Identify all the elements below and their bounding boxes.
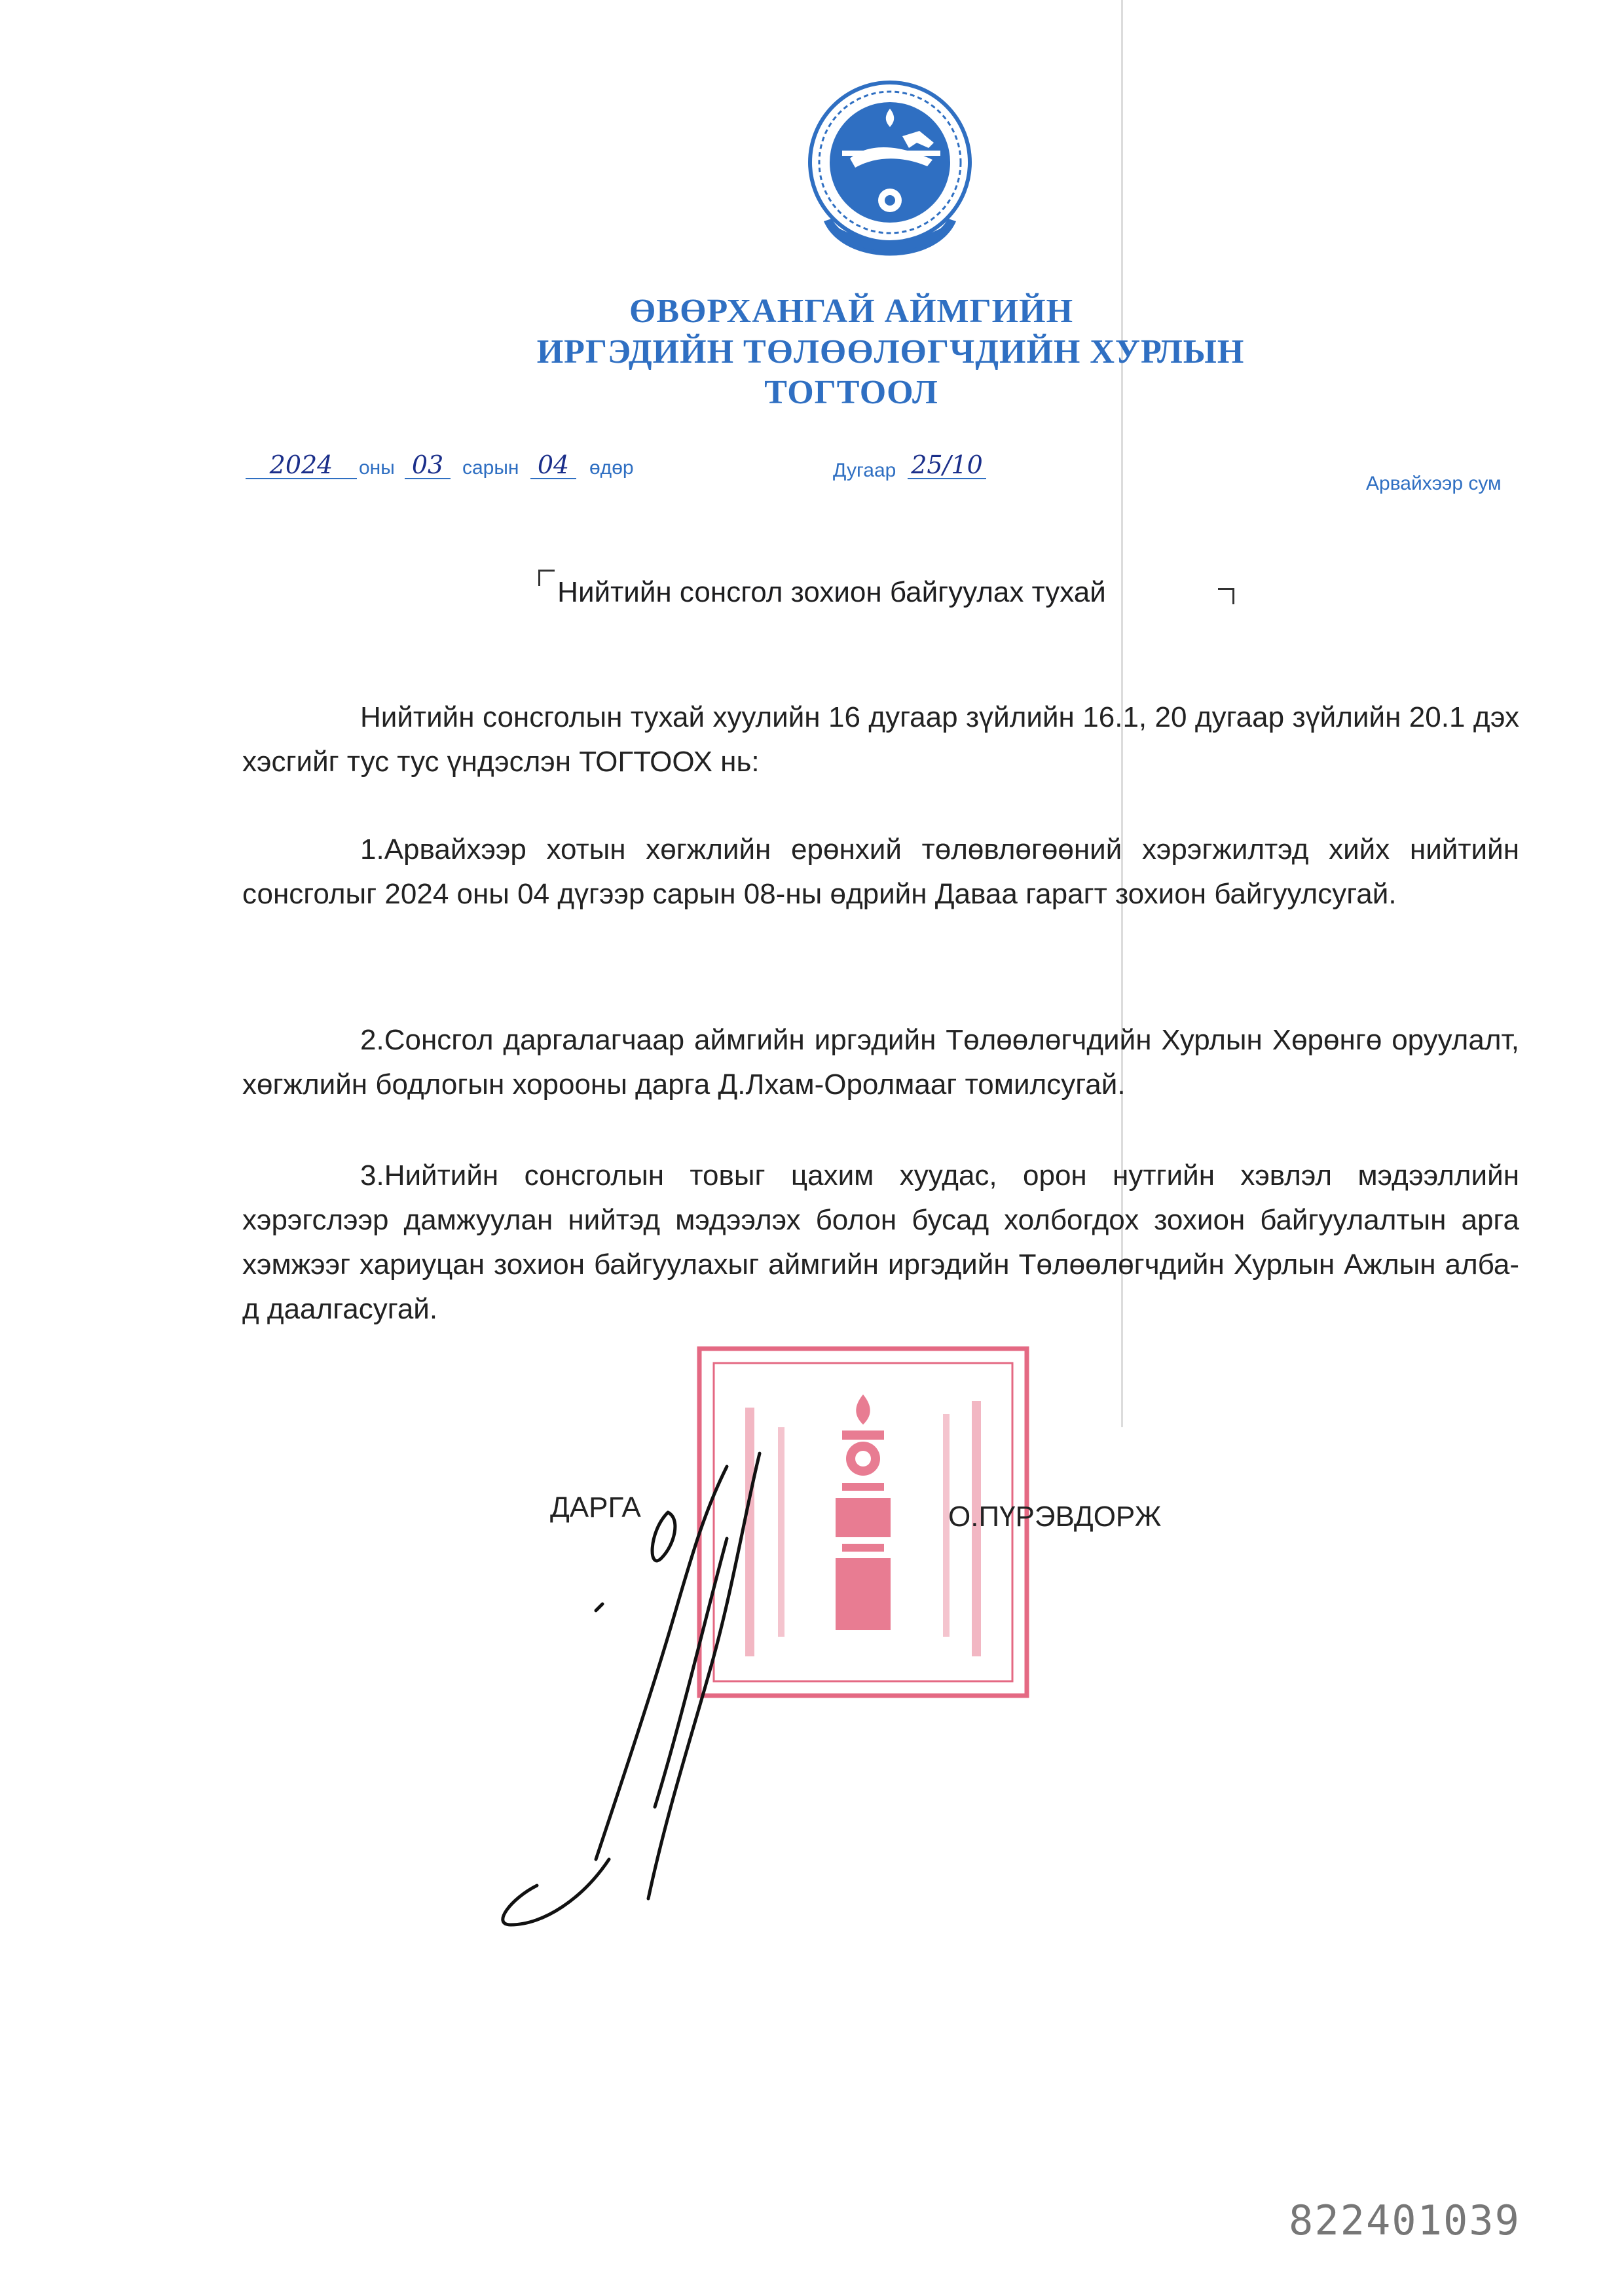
- number-label: Дугаар: [833, 460, 896, 481]
- date-month: 03: [405, 452, 451, 479]
- body-item-3: 3.Нийтийн сонсголын товыг цахим хуудас, орон нутгийн хэвлэл мэдээллийн хэрэгслээр дамжуулан нийтэд мэдээлэх болон бусад холбогдох зохион байгуулалтын арга хэмжээг хариуцан зохион байгуулахыг аймгийн иргэдийн Төлөөлөгчдийн Хурлын Ажлын алба-д даалгасугай.: [242, 1159, 1519, 1325]
- date-udur-label: өдөр: [589, 457, 634, 479]
- signatory-name: О.ПҮРЭВДОРЖ: [948, 1501, 1162, 1533]
- document-subject: [0, 576, 1624, 609]
- document-number: 25/10: [908, 452, 986, 479]
- header-line-hural: ИРГЭДИЙН ТӨЛӨӨЛӨГЧДИЙН ХУРЛЫН: [536, 333, 1245, 371]
- subject-bracket-right: [1218, 588, 1234, 604]
- date-saryn-label: сарын: [462, 457, 519, 479]
- document-header: [0, 291, 1624, 413]
- place-name: Арвайхээр сум: [1366, 473, 1502, 494]
- state-emblem-icon: [804, 71, 976, 275]
- subject-text: Нийтийн сонсгол зохион байгуулах тухай: [557, 576, 1106, 608]
- date-year: 2024: [246, 452, 357, 479]
- date-ony-label: оны: [359, 457, 395, 479]
- date-day: 04: [530, 452, 576, 479]
- header-line-togtool: ТОГТООЛ: [764, 374, 938, 411]
- registration-number: 822401039: [1289, 2196, 1521, 2244]
- signatory-title: ДАРГА: [550, 1491, 641, 1523]
- body-intro: Нийтийн сонсголын тухай хуулийн 16 дугаар зүйлийн 16.1, 20 дугаар зүйлийн 20.1 дэх хэсгийг тус тус үндэслэн ТОГТООХ нь:: [242, 701, 1519, 778]
- body-item-2: 2.Сонсгол даргалагчаар аймгийн иргэдийн Төлөөлөгчдийн Хурлын Хөрөнгө оруулалт, хөгжлийн бодлогын хорооны дарга Д.Лхам-Оролмааг томилсугай.: [242, 1024, 1519, 1101]
- header-line-aimag: ӨВӨРХАНГАЙ АЙМГИЙН: [629, 293, 1074, 330]
- body-item-1: 1.Арвайхээр хотын хөгжлийн ерөнхий төлөвлөгөөний хэрэгжилтэд хийх нийтийн сонсголыг 2024 оны 04 дүгээр сарын 08-ны өдрийн Даваа гарагт зохион байгуулсугай.: [242, 833, 1519, 910]
